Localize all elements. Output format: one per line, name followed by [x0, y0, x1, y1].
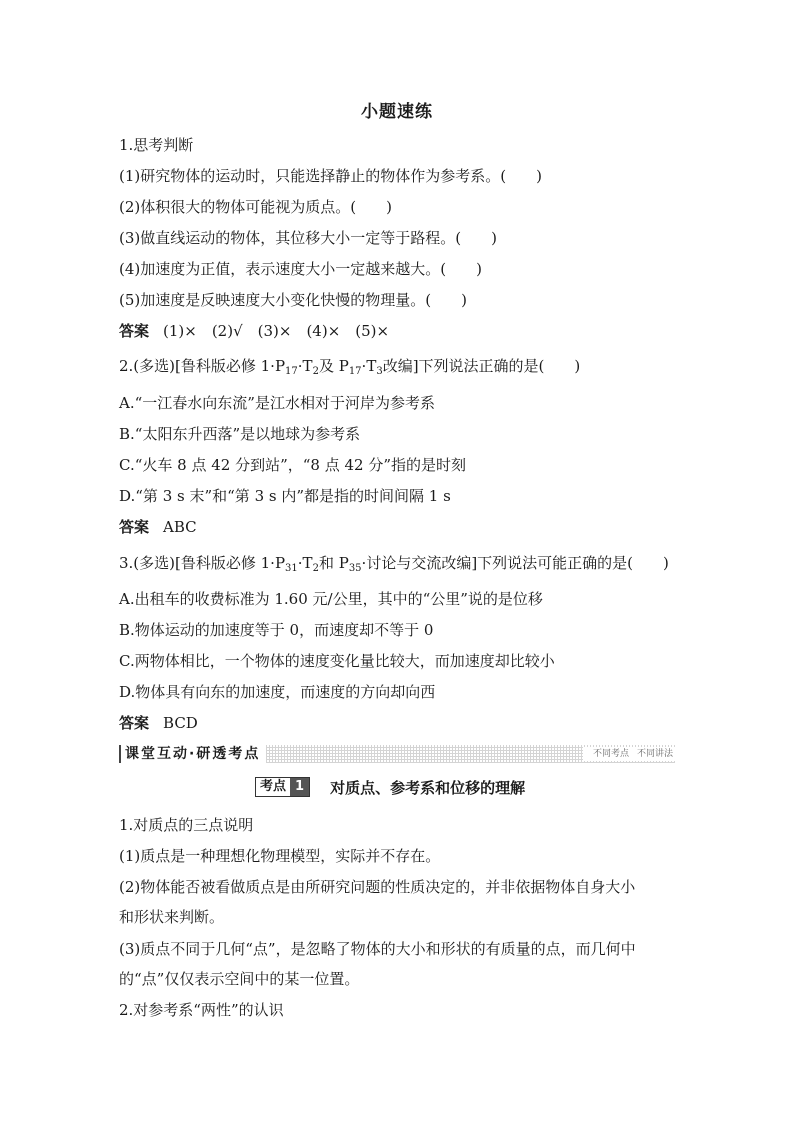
- answer-label: 答案: [119, 518, 150, 536]
- section-tags: [583, 747, 675, 761]
- section-tag: 不同考点: [592, 749, 629, 759]
- body-paragraph: 和形状来判断。: [119, 908, 225, 926]
- q1-heading: 1.思考判断: [119, 136, 194, 154]
- kaodian-badge: [255, 777, 310, 797]
- q1-item: (4)加速度为正值，表示速度大小一定越来越大。( ): [119, 260, 482, 278]
- body-paragraph: (1)质点是一种理想化物理模型，实际并不存在。: [119, 847, 441, 865]
- body-heading: 1.对质点的三点说明: [119, 816, 254, 834]
- answer-label: 答案: [119, 714, 150, 732]
- answer-text: BCD: [163, 714, 198, 732]
- q2-heading: 2.(多选)[鲁科版必修 $1\cdot P_{17}\cdot T_2$及 $P_{17}\cdot T_3$改编]下列说法正确的是( ): [119, 357, 581, 377]
- q3-option: A.出租车的收费标准为 1.60 元/公里，其中的“公里”说的是位移: [119, 590, 543, 608]
- q2-option: D.“第 3 s 末”和“第 3 s 内”都是指的时间间隔 1 s: [119, 487, 451, 505]
- q3-option: C.两物体相比，一个物体的速度变化量比较大，而加速度却比较小: [119, 652, 555, 670]
- answer-text: (1)× (2)√ (3)× (4)× (5)×: [163, 322, 390, 340]
- section-band: [119, 745, 675, 763]
- q2-option: C.“火车 8 点 42 分到站”，“8 点 42 分”指的是时刻: [119, 456, 467, 474]
- section-title: 课堂互动·研透考点: [119, 745, 266, 763]
- q1-item: (3)做直线运动的物体，其位移大小一定等于路程。( ): [119, 229, 497, 247]
- q1-item: (1)研究物体的运动时，只能选择静止的物体作为参考系。( ): [119, 167, 542, 185]
- kaodian-number: 1: [290, 778, 309, 796]
- section-tag: 不同讲法: [636, 749, 673, 759]
- body-heading: 2.对参考系“两性”的认识: [119, 1001, 284, 1019]
- body-paragraph: (2)物体能否被看做质点是由所研究问题的性质决定的，并非依据物体自身大小: [119, 878, 636, 896]
- body-paragraph: (3)质点不同于几何“点”，是忽略了物体的大小和形状的有质量的点，而几何中: [119, 940, 636, 958]
- q2-answer-line: [119, 517, 197, 537]
- q1-item: (5)加速度是反映速度大小变化快慢的物理量。( ): [119, 291, 467, 309]
- answer-label: 答案: [119, 322, 150, 340]
- page-title: 小题速练: [361, 102, 433, 122]
- q3-option: D.物体具有向东的加速度，而速度的方向却向西: [119, 683, 436, 701]
- q1-item: (2)体积很大的物体可能视为质点。( ): [119, 198, 392, 216]
- answer-text: ABC: [163, 518, 197, 536]
- q3-option: B.物体运动的加速度等于 0，而速度却不等于 0: [119, 621, 434, 639]
- q3-heading: 3.(多选)[鲁科版必修 $1\cdot P_{31}\cdot T_2$和 $P_{35}\cdot$讨论与交流改编]下列说法可能正确的是( ): [119, 554, 669, 574]
- q2-option: B.“太阳东升西落”是以地球为参考系: [119, 425, 361, 443]
- q1-answer-line: [119, 321, 389, 341]
- q3-answer-line: [119, 713, 198, 733]
- q2-option: A.“一江春水向东流”是江水相对于河岸为参考系: [119, 394, 435, 412]
- body-paragraph: 的“点”仅仅表示空间中的某一位置。: [119, 970, 360, 988]
- kaodian-title: 对质点、参考系和位移的理解: [330, 778, 526, 797]
- kaodian-label: 考点: [260, 779, 287, 794]
- kaodian-heading: [255, 777, 525, 797]
